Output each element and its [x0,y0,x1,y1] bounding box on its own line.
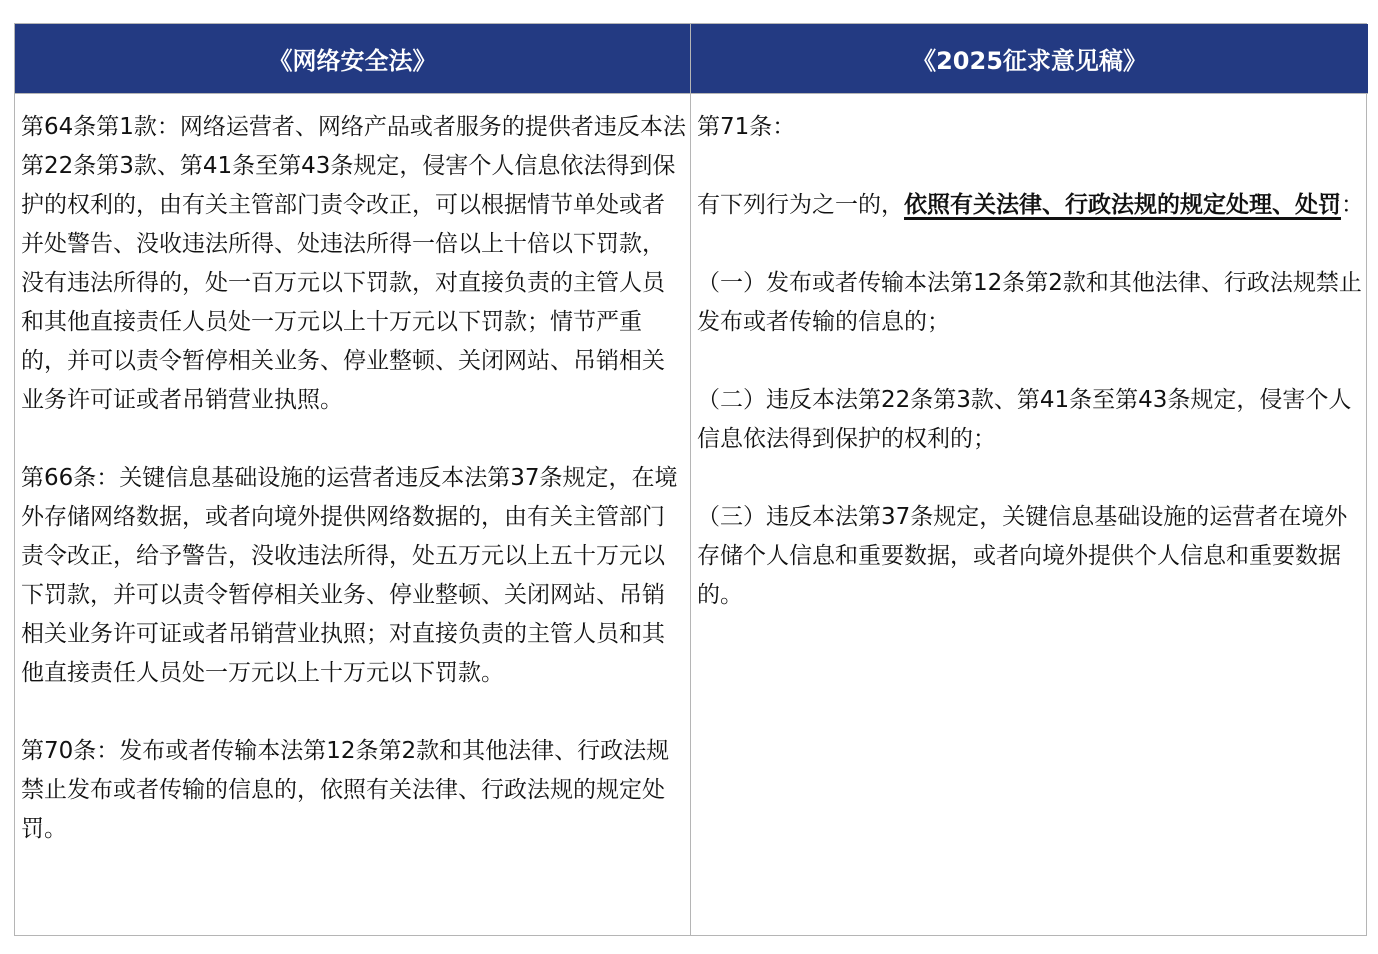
cell-2025-draft [691,94,1368,936]
article-64-text: 第64条第1款：网络运营者、网络产品或者服务的提供者违反本法第22条第3款、第41条至第43条规定，侵害个人信息依法得到保护的权利的，由有关主管部门责令改正，可以根据情节单处或者并处警告、没收违法所得、处违法所得一倍以上十倍以下罚款，没有违法所得的，处一百万元以下罚款，对直接负责的主管人员和其他直接责任人员处一万元以上十万元以下罚款；情节严重的，并可以责令暂停相关业务、停业整顿、关闭网站、吊销相关业务许可证或者吊销营业执照。 [21,114,686,413]
article-71-item-2: （二）违反本法第22条第3款、第41条至第43条规定，侵害个人信息依法得到保护的权利的； [697,387,1352,452]
article-71-item-3: （三）违反本法第37条规定，关键信息基础设施的运营者在境外存储个人信息和重要数据，或者向境外提供个人信息和重要数据的。 [697,504,1348,608]
intro-prefix: 有下列行为之一的， [697,192,904,218]
article-71-intro [697,186,1364,225]
header-cybersecurity-law: 《网络安全法》 [15,24,691,94]
comparison-table [14,23,1367,936]
article-71-item-1: （一）发布或者传输本法第12条第2款和其他法律、行政法规禁止发布或者传输的信息的； [697,270,1362,335]
cell-cybersecurity-law [15,94,691,936]
intro-suffix: ： [1341,192,1364,218]
article-70-text: 第70条：发布或者传输本法第12条第2款和其他法律、行政法规禁止发布或者传输的信息的，依照有关法律、行政法规的规定处罚。 [21,738,670,842]
header-2025-draft: 《2025征求意见稿》 [691,24,1368,94]
intro-emphasis: 依照有关法律、行政法规的规定处理、处罚 [904,192,1341,218]
article-71-title: 第71条： [697,114,796,140]
article-66-text: 第66条：关键信息基础设施的运营者违反本法第37条规定，在境外存储网络数据，或者向境外提供网络数据的，由有关主管部门责令改正，给予警告，没收违法所得，处五万元以上五十万元以下罚款，并可以责令暂停相关业务、停业整顿、关闭网站、吊销相关业务许可证或者吊销营业执照；对直接负责的主管人员和其他直接责任人员处一万元以上十万元以下罚款。 [21,465,678,686]
